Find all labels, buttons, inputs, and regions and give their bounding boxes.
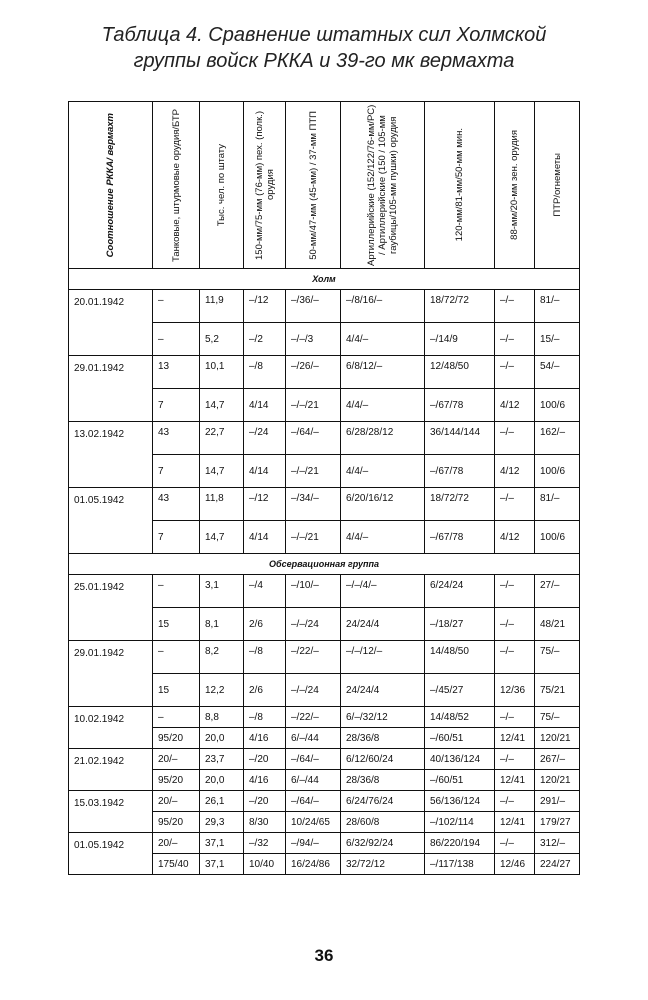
header-text: 50-мм/47-мм (45-мм) / 37-мм ПТП bbox=[307, 110, 319, 260]
date-cell: 20.01.1942 bbox=[69, 290, 153, 356]
date-cell: 29.01.1942 bbox=[69, 641, 153, 707]
table-cell: 5,2 bbox=[200, 323, 244, 356]
header-text: 120-мм/81-мм/50-мм мин. bbox=[454, 128, 465, 242]
header-text: 88-мм/20-мм зен. орудия bbox=[509, 130, 520, 240]
table-cell: –/– bbox=[495, 323, 535, 356]
table-cell: 4/4/– bbox=[341, 389, 425, 422]
table-cell: 23,7 bbox=[200, 749, 244, 770]
table-cell: 22,7 bbox=[200, 422, 244, 455]
table-cell: 20,0 bbox=[200, 770, 244, 791]
table-cell: –/–/21 bbox=[286, 389, 341, 422]
table-cell: 28/36/8 bbox=[341, 770, 425, 791]
table-cell: –/14/9 bbox=[425, 323, 495, 356]
table-title-line-2: группы войск РККА и 39-го мк вермахта bbox=[133, 50, 515, 72]
table-cell: –/45/27 bbox=[425, 674, 495, 707]
date-cell: 01.05.1942 bbox=[69, 488, 153, 554]
table-cell: 6/–/44 bbox=[286, 770, 341, 791]
table-cell: –/– bbox=[495, 356, 535, 389]
header-text: 150-мм/75-мм (76-мм) пех. (полк.) орудия bbox=[253, 110, 276, 260]
table-cell: 8,1 bbox=[200, 608, 244, 641]
table-cell: –/– bbox=[495, 833, 535, 854]
table-cell: 100/6 bbox=[535, 455, 580, 488]
table-cell: –/22/– bbox=[286, 707, 341, 728]
table-cell: 15/– bbox=[535, 323, 580, 356]
table-cell: 43 bbox=[153, 422, 200, 455]
table-row bbox=[69, 356, 580, 389]
table-cell: 20/– bbox=[153, 791, 200, 812]
table-cell: –/4 bbox=[244, 575, 286, 608]
table-row bbox=[69, 575, 580, 608]
table-cell: 12,2 bbox=[200, 674, 244, 707]
table-cell: –/8/16/– bbox=[341, 290, 425, 323]
table-cell: –/8 bbox=[244, 707, 286, 728]
table-cell: 8,8 bbox=[200, 707, 244, 728]
table-cell: –/–/21 bbox=[286, 521, 341, 554]
table-row bbox=[69, 641, 580, 674]
table-cell: –/18/27 bbox=[425, 608, 495, 641]
table-cell: 4/16 bbox=[244, 770, 286, 791]
table-cell: 100/6 bbox=[535, 389, 580, 422]
table-cell: 20/– bbox=[153, 833, 200, 854]
table-cell: 8/30 bbox=[244, 812, 286, 833]
date-cell: 29.01.1942 bbox=[69, 356, 153, 422]
table-cell: 4/12 bbox=[495, 455, 535, 488]
table-cell: 6/20/16/12 bbox=[341, 488, 425, 521]
table-cell: –/–/3 bbox=[286, 323, 341, 356]
table-cell: – bbox=[153, 575, 200, 608]
table-cell: –/67/78 bbox=[425, 521, 495, 554]
table-title-line-1: Таблица 4. Сравнение штатных сил Холмской bbox=[101, 24, 547, 46]
table-cell: 32/72/12 bbox=[341, 854, 425, 875]
table-cell: 75/– bbox=[535, 641, 580, 674]
table-cell: 48/21 bbox=[535, 608, 580, 641]
table-cell: 6/8/12/– bbox=[341, 356, 425, 389]
table-cell: 6/–/44 bbox=[286, 728, 341, 749]
table-cell: 75/21 bbox=[535, 674, 580, 707]
table-cell: 7 bbox=[153, 521, 200, 554]
table-cell: –/2 bbox=[244, 323, 286, 356]
table-cell: –/–/24 bbox=[286, 674, 341, 707]
header-cell bbox=[244, 102, 286, 269]
table-cell: 95/20 bbox=[153, 770, 200, 791]
table-cell: 81/– bbox=[535, 488, 580, 521]
table-cell: 3,1 bbox=[200, 575, 244, 608]
table-cell: 4/12 bbox=[495, 521, 535, 554]
section-row bbox=[69, 269, 580, 290]
table-cell: 81/– bbox=[535, 290, 580, 323]
table-cell: 75/– bbox=[535, 707, 580, 728]
table-cell: 14,7 bbox=[200, 521, 244, 554]
table-cell: –/– bbox=[495, 791, 535, 812]
table-cell: 7 bbox=[153, 389, 200, 422]
table-cell: 224/27 bbox=[535, 854, 580, 875]
table-cell: –/8 bbox=[244, 641, 286, 674]
date-cell: 21.02.1942 bbox=[69, 749, 153, 791]
table-cell: 12/41 bbox=[495, 770, 535, 791]
table-cell: 14,7 bbox=[200, 389, 244, 422]
table-cell: 37,1 bbox=[200, 833, 244, 854]
header-text: Соотношение РККА/ вермахт bbox=[105, 112, 116, 258]
table-cell: 15 bbox=[153, 608, 200, 641]
date-cell: 13.02.1942 bbox=[69, 422, 153, 488]
table-cell: 6/–/32/12 bbox=[341, 707, 425, 728]
table-cell: 179/27 bbox=[535, 812, 580, 833]
table-cell: –/20 bbox=[244, 749, 286, 770]
table-cell: 24/24/4 bbox=[341, 674, 425, 707]
table-cell: –/60/51 bbox=[425, 728, 495, 749]
header-text: Танковые, штурмовые орудия/БТР bbox=[170, 108, 182, 262]
table-body bbox=[69, 269, 580, 875]
table-cell: –/64/– bbox=[286, 749, 341, 770]
table-cell: 12/41 bbox=[495, 812, 535, 833]
table-cell: –/–/21 bbox=[286, 455, 341, 488]
table-cell: 120/21 bbox=[535, 770, 580, 791]
table-cell: 40/136/124 bbox=[425, 749, 495, 770]
table-cell: –/12 bbox=[244, 488, 286, 521]
date-cell: 25.01.1942 bbox=[69, 575, 153, 641]
table-cell: 10/24/65 bbox=[286, 812, 341, 833]
header-cell bbox=[341, 102, 425, 269]
table-cell: 43 bbox=[153, 488, 200, 521]
table-cell: 4/4/– bbox=[341, 455, 425, 488]
table-cell: 16/24/86 bbox=[286, 854, 341, 875]
table-cell: 6/32/92/24 bbox=[341, 833, 425, 854]
table-cell: –/– bbox=[495, 488, 535, 521]
table-cell: 12/48/50 bbox=[425, 356, 495, 389]
table-row bbox=[69, 707, 580, 728]
table-cell: –/94/– bbox=[286, 833, 341, 854]
table-cell: –/117/138 bbox=[425, 854, 495, 875]
table-cell: –/– bbox=[495, 641, 535, 674]
table-cell: 6/12/60/24 bbox=[341, 749, 425, 770]
table-cell: – bbox=[153, 707, 200, 728]
table-cell: 4/4/– bbox=[341, 323, 425, 356]
table-cell: 6/28/28/12 bbox=[341, 422, 425, 455]
date-cell: 10.02.1942 bbox=[69, 707, 153, 749]
table-cell: –/32 bbox=[244, 833, 286, 854]
table-row bbox=[69, 833, 580, 854]
table-cell: 14/48/50 bbox=[425, 641, 495, 674]
header-text: ПТР/огнеметы bbox=[551, 153, 563, 217]
table-cell: 6/24/76/24 bbox=[341, 791, 425, 812]
table-cell: 11,8 bbox=[200, 488, 244, 521]
table-cell: –/– bbox=[495, 608, 535, 641]
table-cell: –/– bbox=[495, 422, 535, 455]
table-cell: –/36/– bbox=[286, 290, 341, 323]
table-cell: –/8 bbox=[244, 356, 286, 389]
table-cell: 37,1 bbox=[200, 854, 244, 875]
table-cell: –/–/12/– bbox=[341, 641, 425, 674]
header-cell bbox=[286, 102, 341, 269]
table-cell: –/– bbox=[495, 749, 535, 770]
table-cell: –/12 bbox=[244, 290, 286, 323]
table-cell: 86/220/194 bbox=[425, 833, 495, 854]
table-cell: – bbox=[153, 323, 200, 356]
section-label: Холм bbox=[69, 269, 580, 290]
table-cell: –/22/– bbox=[286, 641, 341, 674]
table-cell: 11,9 bbox=[200, 290, 244, 323]
table-cell: –/67/78 bbox=[425, 455, 495, 488]
header-cell bbox=[153, 102, 200, 269]
table-cell: 4/14 bbox=[244, 389, 286, 422]
table-cell: 14,7 bbox=[200, 455, 244, 488]
table-cell: 15 bbox=[153, 674, 200, 707]
table-cell: –/64/– bbox=[286, 422, 341, 455]
comparison-table bbox=[68, 101, 580, 875]
table-cell: 4/14 bbox=[244, 455, 286, 488]
page-number: 36 bbox=[314, 946, 334, 965]
section-row bbox=[69, 554, 580, 575]
table-cell: –/67/78 bbox=[425, 389, 495, 422]
table-cell: 29,3 bbox=[200, 812, 244, 833]
table-cell: 312/– bbox=[535, 833, 580, 854]
date-cell: 01.05.1942 bbox=[69, 833, 153, 875]
table-cell: 4/14 bbox=[244, 521, 286, 554]
table-cell: 28/60/8 bbox=[341, 812, 425, 833]
table-cell: 95/20 bbox=[153, 812, 200, 833]
table-cell: 12/41 bbox=[495, 728, 535, 749]
table-cell: 120/21 bbox=[535, 728, 580, 749]
table-cell: –/– bbox=[495, 290, 535, 323]
header-row bbox=[69, 102, 580, 269]
table-title bbox=[40, 22, 608, 74]
table-cell: 20,0 bbox=[200, 728, 244, 749]
table-cell: 175/40 bbox=[153, 854, 200, 875]
table-cell: 10/40 bbox=[244, 854, 286, 875]
table-cell: 95/20 bbox=[153, 728, 200, 749]
table-cell: –/–/4/– bbox=[341, 575, 425, 608]
table-cell: 8,2 bbox=[200, 641, 244, 674]
table-cell: – bbox=[153, 290, 200, 323]
table-cell: –/24 bbox=[244, 422, 286, 455]
table-cell: 36/144/144 bbox=[425, 422, 495, 455]
header-cell bbox=[495, 102, 535, 269]
table-cell: 14/48/52 bbox=[425, 707, 495, 728]
table-cell: 54/– bbox=[535, 356, 580, 389]
date-cell: 15.03.1942 bbox=[69, 791, 153, 833]
header-text: Тыс. чел. по штату bbox=[216, 143, 227, 227]
table-cell: –/26/– bbox=[286, 356, 341, 389]
table-cell: 13 bbox=[153, 356, 200, 389]
table-cell: 7 bbox=[153, 455, 200, 488]
table-cell: 6/24/24 bbox=[425, 575, 495, 608]
section-label: Обсервационная группа bbox=[69, 554, 580, 575]
table-cell: 20/– bbox=[153, 749, 200, 770]
table-cell: 291/– bbox=[535, 791, 580, 812]
table-row bbox=[69, 488, 580, 521]
table-cell: 12/36 bbox=[495, 674, 535, 707]
table-cell: 24/24/4 bbox=[341, 608, 425, 641]
table-cell: 162/– bbox=[535, 422, 580, 455]
table-cell: –/20 bbox=[244, 791, 286, 812]
header-cell bbox=[200, 102, 244, 269]
table-cell: –/102/114 bbox=[425, 812, 495, 833]
table-cell: –/60/51 bbox=[425, 770, 495, 791]
table-cell: 2/6 bbox=[244, 608, 286, 641]
table-cell: 267/– bbox=[535, 749, 580, 770]
table-cell: 18/72/72 bbox=[425, 290, 495, 323]
table-cell: –/34/– bbox=[286, 488, 341, 521]
table-row bbox=[69, 791, 580, 812]
table-cell: 18/72/72 bbox=[425, 488, 495, 521]
table-cell: 12/46 bbox=[495, 854, 535, 875]
header-text: Артиллерийские (152/122/76-мм/РС) / Артиллерийские (150 / 105-мм гаубицы/105-мм пушки) орудия bbox=[366, 104, 399, 266]
table-cell: 4/12 bbox=[495, 389, 535, 422]
table-cell: –/10/– bbox=[286, 575, 341, 608]
table-cell: 56/136/124 bbox=[425, 791, 495, 812]
table-cell: 4/16 bbox=[244, 728, 286, 749]
table-cell: 28/36/8 bbox=[341, 728, 425, 749]
table-cell: –/–/24 bbox=[286, 608, 341, 641]
header-cell bbox=[69, 102, 153, 269]
table-cell: –/– bbox=[495, 575, 535, 608]
table-cell: 4/4/– bbox=[341, 521, 425, 554]
table-cell: 2/6 bbox=[244, 674, 286, 707]
table-cell: 10,1 bbox=[200, 356, 244, 389]
header-cell bbox=[535, 102, 580, 269]
table-cell: 27/– bbox=[535, 575, 580, 608]
table-cell: – bbox=[153, 641, 200, 674]
table-cell: –/64/– bbox=[286, 791, 341, 812]
table-row bbox=[69, 422, 580, 455]
table-cell: 26,1 bbox=[200, 791, 244, 812]
header-cell bbox=[425, 102, 495, 269]
table-row bbox=[69, 290, 580, 323]
table-row bbox=[69, 749, 580, 770]
table-cell: –/– bbox=[495, 707, 535, 728]
table-cell: 100/6 bbox=[535, 521, 580, 554]
